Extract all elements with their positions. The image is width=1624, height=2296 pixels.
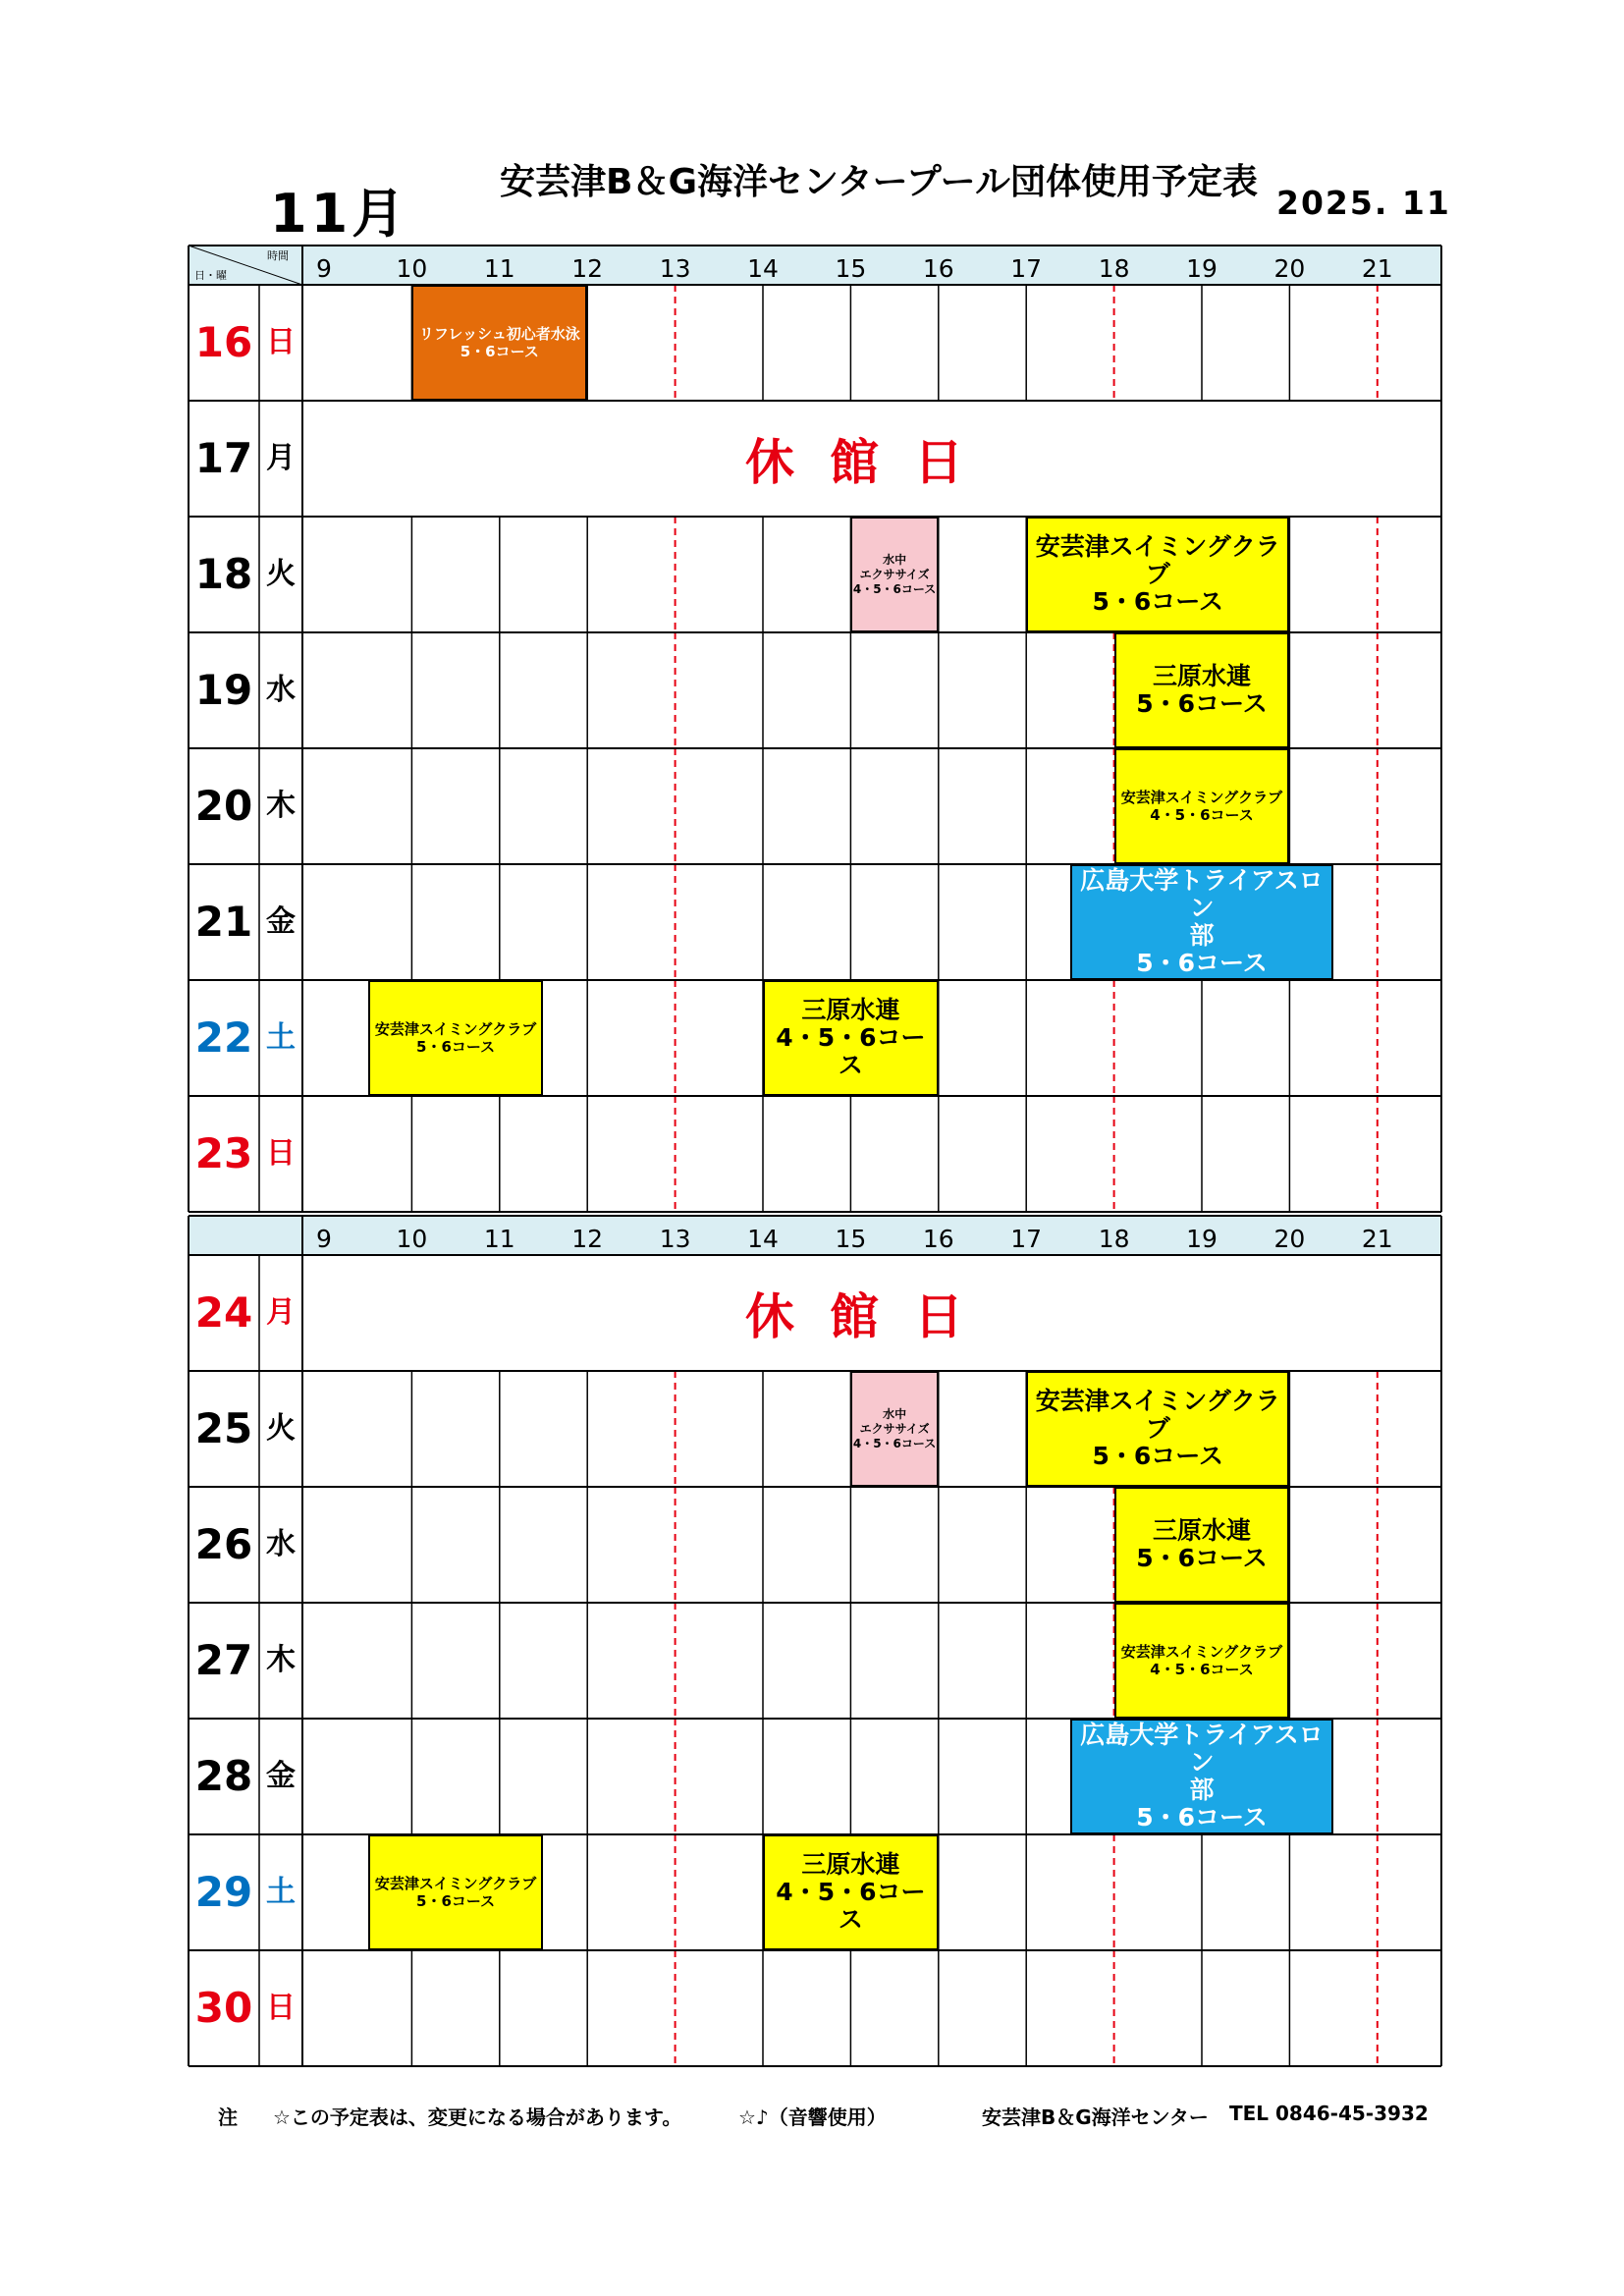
footer-center-name: 安芸津B＆G海洋センター bbox=[982, 2105, 1209, 2129]
event-label: 4・5・6コース bbox=[852, 581, 937, 596]
event-label: 三原水連 bbox=[1152, 1516, 1251, 1545]
event-label: 5・6コース bbox=[1136, 689, 1268, 718]
day-of-week: 木 bbox=[266, 789, 296, 823]
day-number: 24 bbox=[194, 1288, 253, 1337]
hour-label: 13 bbox=[659, 254, 691, 283]
hour-header-band bbox=[189, 246, 1441, 285]
hour-label: 13 bbox=[659, 1225, 691, 1253]
day-of-week: 土 bbox=[266, 1875, 296, 1909]
day-of-week: 水 bbox=[266, 1527, 296, 1561]
day-number: 23 bbox=[194, 1129, 253, 1177]
event-label: リフレッシュ初心者水泳 bbox=[418, 325, 580, 343]
day-of-week: 日 bbox=[266, 1991, 296, 2025]
day-number: 29 bbox=[194, 1868, 253, 1916]
event-block bbox=[411, 285, 587, 401]
day-number: 19 bbox=[194, 666, 253, 714]
event-block bbox=[763, 1834, 939, 1950]
day-number: 30 bbox=[194, 1984, 253, 2032]
day-of-week: 金 bbox=[266, 904, 296, 939]
hour-label: 20 bbox=[1273, 254, 1306, 283]
hour-label: 9 bbox=[316, 254, 332, 283]
event-label: 5・6コース bbox=[1136, 1544, 1268, 1572]
event-block bbox=[368, 980, 544, 1096]
event-block bbox=[1070, 1719, 1333, 1834]
event-block bbox=[1026, 1371, 1289, 1487]
day-number: 25 bbox=[194, 1404, 253, 1452]
event-label: 安芸津スイミングクラブ bbox=[1035, 532, 1280, 588]
day-number: 28 bbox=[194, 1752, 253, 1800]
event-label: 広島大学トライアスロン bbox=[1080, 1721, 1324, 1777]
event-label: 安芸津スイミングクラブ bbox=[374, 1020, 537, 1038]
event-label: 水中 bbox=[883, 1406, 907, 1421]
hour-label: 16 bbox=[922, 1225, 954, 1253]
year-month-label: 2025. 11 bbox=[1276, 184, 1451, 222]
event-label: 部 bbox=[1189, 921, 1215, 950]
event-label: 安芸津スイミングクラブ bbox=[1120, 1643, 1283, 1661]
corner-time-label: 時間 bbox=[267, 249, 289, 262]
event-label: 三原水連 bbox=[801, 996, 900, 1024]
month-title: 11月 bbox=[270, 183, 409, 245]
event-label: 安芸津スイミングクラブ bbox=[1035, 1387, 1280, 1443]
day-number: 26 bbox=[194, 1520, 253, 1568]
event-block bbox=[763, 980, 939, 1096]
event-label: 4・5・6コース bbox=[1150, 1661, 1254, 1678]
event-block bbox=[1114, 1487, 1290, 1603]
event-block bbox=[368, 1834, 544, 1950]
hour-label: 11 bbox=[483, 1225, 515, 1253]
event-label: 部 bbox=[1189, 1776, 1215, 1804]
event-label: 5・6コース bbox=[1092, 587, 1224, 616]
closed-day-label: 休館日 bbox=[745, 1288, 999, 1345]
day-number: 27 bbox=[194, 1636, 253, 1684]
day-number: 20 bbox=[194, 782, 253, 830]
hour-label: 10 bbox=[396, 254, 428, 283]
event-label: 4・5・6コース bbox=[1150, 806, 1254, 824]
hour-label: 18 bbox=[1098, 1225, 1130, 1253]
day-of-week: 火 bbox=[266, 557, 296, 591]
closed-day-label: 休館日 bbox=[745, 434, 999, 491]
event-label: 5・6コース bbox=[1136, 1803, 1268, 1831]
hour-label: 20 bbox=[1273, 1225, 1306, 1253]
day-of-week: 金 bbox=[266, 1759, 296, 1793]
hour-label: 15 bbox=[835, 1225, 867, 1253]
footer-tel: TEL 0846-45-3932 bbox=[1229, 2102, 1429, 2125]
event-label: 4・5・6コース bbox=[776, 1878, 926, 1934]
hour-label: 12 bbox=[571, 254, 604, 283]
hour-label: 19 bbox=[1186, 1225, 1218, 1253]
hour-label: 17 bbox=[1010, 1225, 1043, 1253]
event-label: 広島大学トライアスロン bbox=[1080, 866, 1324, 922]
event-label: 5・6コース bbox=[1136, 949, 1268, 977]
hour-header-band bbox=[189, 1216, 1441, 1255]
event-label: エクササイズ bbox=[859, 567, 930, 581]
footer-music-note: ☆♪（音響使用） bbox=[738, 2105, 887, 2129]
day-of-week: 木 bbox=[266, 1643, 296, 1677]
hour-label: 21 bbox=[1361, 1225, 1393, 1253]
hour-label: 11 bbox=[483, 254, 515, 283]
hour-label: 14 bbox=[747, 254, 779, 283]
event-label: 5・6コース bbox=[416, 1038, 496, 1056]
day-of-week: 日 bbox=[266, 325, 296, 359]
event-label: 4・5・6コース bbox=[776, 1023, 926, 1079]
hour-label: 9 bbox=[316, 1225, 332, 1253]
hour-label: 17 bbox=[1010, 254, 1043, 283]
event-block bbox=[1114, 1603, 1290, 1719]
event-block bbox=[1026, 517, 1289, 632]
event-label: 三原水連 bbox=[1152, 662, 1251, 690]
event-label: 5・6コース bbox=[460, 343, 539, 360]
event-block bbox=[1114, 632, 1290, 748]
event-label: 安芸津スイミングクラブ bbox=[1120, 789, 1283, 806]
day-number: 21 bbox=[194, 898, 253, 946]
hour-label: 15 bbox=[835, 254, 867, 283]
day-of-week: 月 bbox=[266, 441, 296, 475]
event-block bbox=[1114, 748, 1290, 864]
footer-note-label: 注 bbox=[218, 2105, 238, 2129]
event-label: 水中 bbox=[883, 552, 907, 567]
hour-label: 21 bbox=[1361, 254, 1393, 283]
event-block bbox=[1070, 864, 1333, 980]
hour-label: 14 bbox=[747, 1225, 779, 1253]
day-of-week: 日 bbox=[266, 1136, 296, 1171]
day-of-week: 火 bbox=[266, 1411, 296, 1446]
page-title: 安芸津B＆G海洋センタープール団体使用予定表 bbox=[500, 162, 1258, 202]
event-block bbox=[850, 1371, 938, 1487]
hour-label: 10 bbox=[396, 1225, 428, 1253]
event-block bbox=[850, 517, 938, 632]
day-number: 18 bbox=[194, 550, 253, 598]
event-label: 5・6コース bbox=[416, 1892, 496, 1910]
day-of-week: 月 bbox=[266, 1295, 296, 1330]
day-number: 17 bbox=[194, 434, 253, 482]
day-number: 22 bbox=[194, 1013, 253, 1062]
footer-note: ☆この予定表は、変更になる場合があります。 bbox=[273, 2105, 682, 2129]
event-label: 4・5・6コース bbox=[852, 1436, 937, 1450]
hour-label: 16 bbox=[922, 254, 954, 283]
day-number: 16 bbox=[194, 318, 253, 366]
event-label: 安芸津スイミングクラブ bbox=[374, 1875, 537, 1892]
hour-label: 12 bbox=[571, 1225, 604, 1253]
event-label: エクササイズ bbox=[859, 1421, 930, 1436]
corner-day-label: 日・曜 bbox=[194, 269, 227, 282]
event-label: 5・6コース bbox=[1092, 1442, 1224, 1470]
hour-label: 18 bbox=[1098, 254, 1130, 283]
event-label: 三原水連 bbox=[801, 1850, 900, 1879]
day-of-week: 水 bbox=[266, 673, 296, 707]
day-of-week: 土 bbox=[266, 1020, 296, 1055]
hour-label: 19 bbox=[1186, 254, 1218, 283]
